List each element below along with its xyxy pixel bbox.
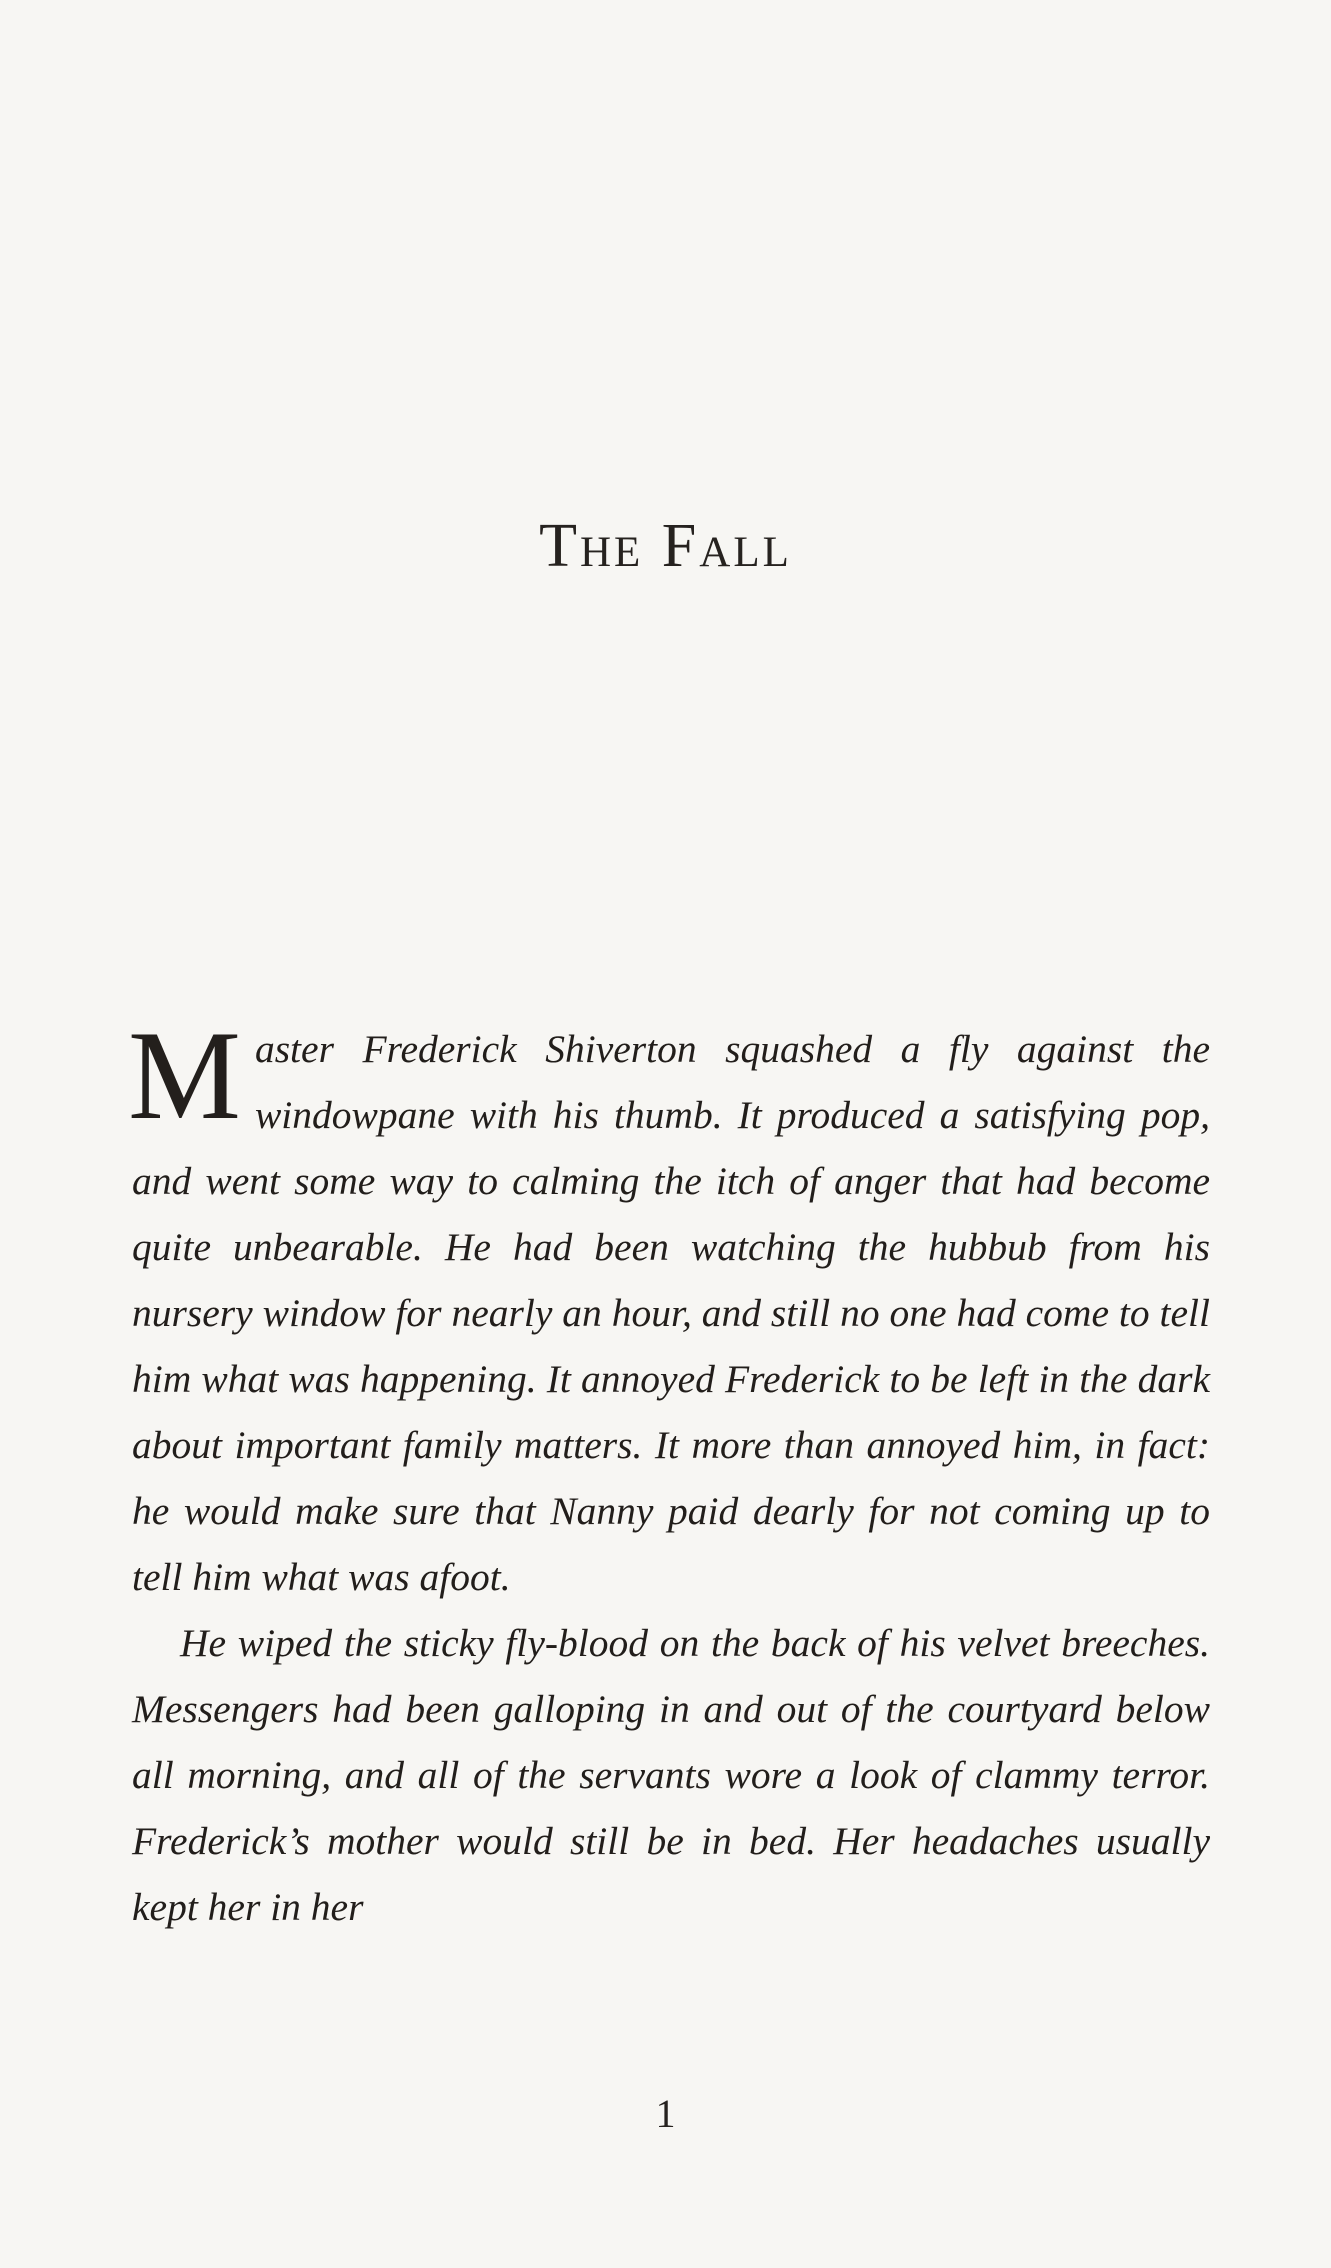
paragraph-1 bbox=[128, 1006, 1210, 1610]
paragraph-2: He wiped the sticky fly-blood on the back of his velvet breeches. Messengers had been galloping in and out of the courtyard below all morning, and all of the servants wore a look of clammy terror. Frederick’s mother would still be in bed. Her headaches usually kept her in her bbox=[132, 1621, 1210, 1929]
chapter-body bbox=[128, 1006, 1210, 1940]
chapter-title: The Fall bbox=[539, 512, 792, 580]
drop-cap: M bbox=[128, 1006, 241, 1146]
page-number: 1 bbox=[655, 2091, 676, 2136]
paragraph-1-text: aster Frederick Shiverton squashed a fly against the windowpane with his thumb. It produced a satisfying pop, and went some way to calming the itch of anger that had become quite unbearable. He had been watching the hubbub from his nursery window for nearly an hour, and still no one had come to tell him what was happening. It annoyed Frederick to be left in the dark about important family matters. It more than annoyed him, in fact: he would make sure that Nanny paid dearly for not coming up to tell him what was afoot. bbox=[132, 1027, 1210, 1599]
